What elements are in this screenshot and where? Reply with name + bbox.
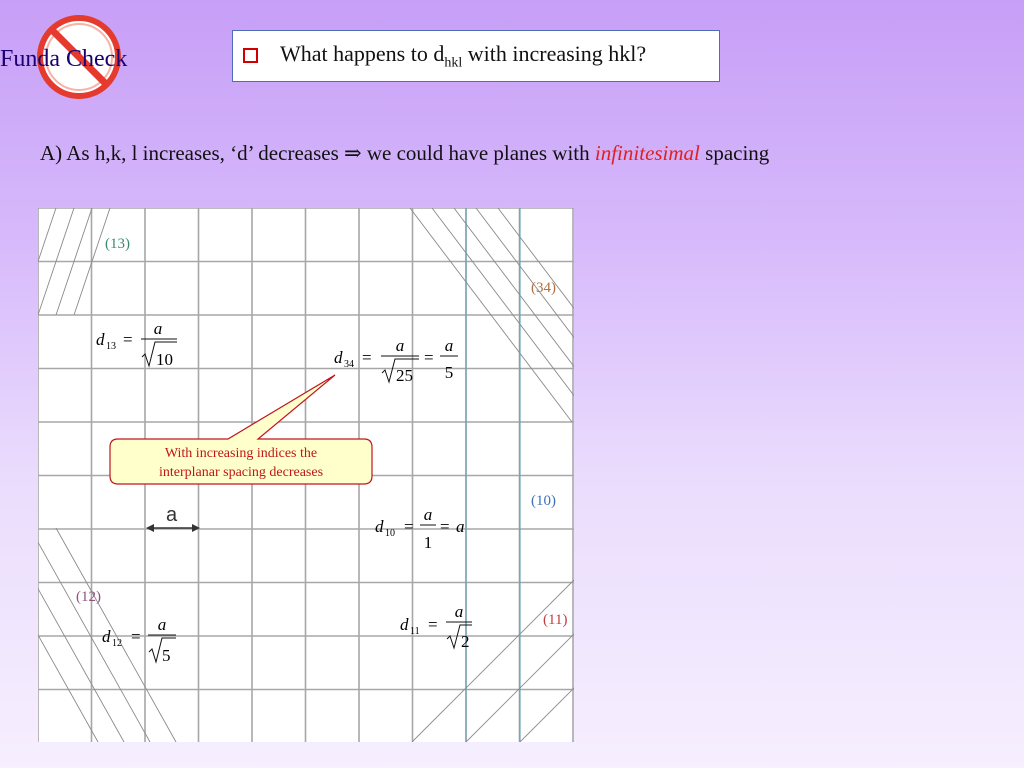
lattice-planes-diagram [38,208,574,742]
svg-text:13: 13 [106,341,116,352]
svg-text:d: d [102,627,111,646]
label-planes-12: (12) [76,589,101,605]
callout-line-2: interplanar spacing decreases [158,465,324,480]
svg-text:25: 25 [396,366,413,385]
svg-text:=: = [424,348,434,367]
highlight-infinitesimal: infinitesimal [594,141,700,165]
question-subscript: hkl [444,55,463,71]
svg-text:a: a [444,336,454,355]
svg-text:d: d [334,348,343,367]
checkbox-bullet-icon [243,48,258,63]
question-box [232,30,720,82]
lattice-parameter-label: a [166,504,178,526]
svg-text:=: = [440,517,450,536]
statement-line: A) As h,k, l increases, ‘d’ decreases ⇒ we could have planes with infinitesimal spacing [40,141,770,165]
svg-text:a: a [395,336,405,355]
svg-text:1: 1 [423,533,433,552]
svg-text:=: = [123,330,133,349]
svg-text:12: 12 [112,638,122,649]
implies-arrow: ⇒ [344,141,362,165]
svg-text:=: = [131,627,141,646]
svg-text:a: a [153,319,163,338]
svg-text:10: 10 [156,350,173,369]
svg-text:10: 10 [385,528,395,539]
callout-line-1: With increasing indices the [164,446,318,461]
svg-text:a: a [456,517,465,536]
svg-text:5: 5 [444,363,454,382]
svg-text:11: 11 [410,626,420,637]
svg-text:d: d [375,517,384,536]
label-planes-10: (10) [531,493,556,509]
svg-text:d: d [96,330,105,349]
label-planes-34: (34) [531,280,556,296]
svg-text:=: = [428,615,438,634]
svg-text:34: 34 [344,359,354,370]
svg-text:a: a [157,615,167,634]
question-text: What happens to $d_{hkl}$ with increasing hkl? [280,40,647,71]
svg-text:d: d [400,615,409,634]
svg-text:=: = [404,517,414,536]
svg-text:a: a [454,602,464,621]
funda-check-label: Funda Check [0,46,128,72]
svg-text:a: a [423,505,433,524]
svg-text:2: 2 [461,632,470,651]
label-planes-13: (13) [105,236,130,252]
label-planes-11: (11) [543,612,568,628]
svg-text:=: = [362,348,372,367]
svg-text:5: 5 [162,646,171,665]
